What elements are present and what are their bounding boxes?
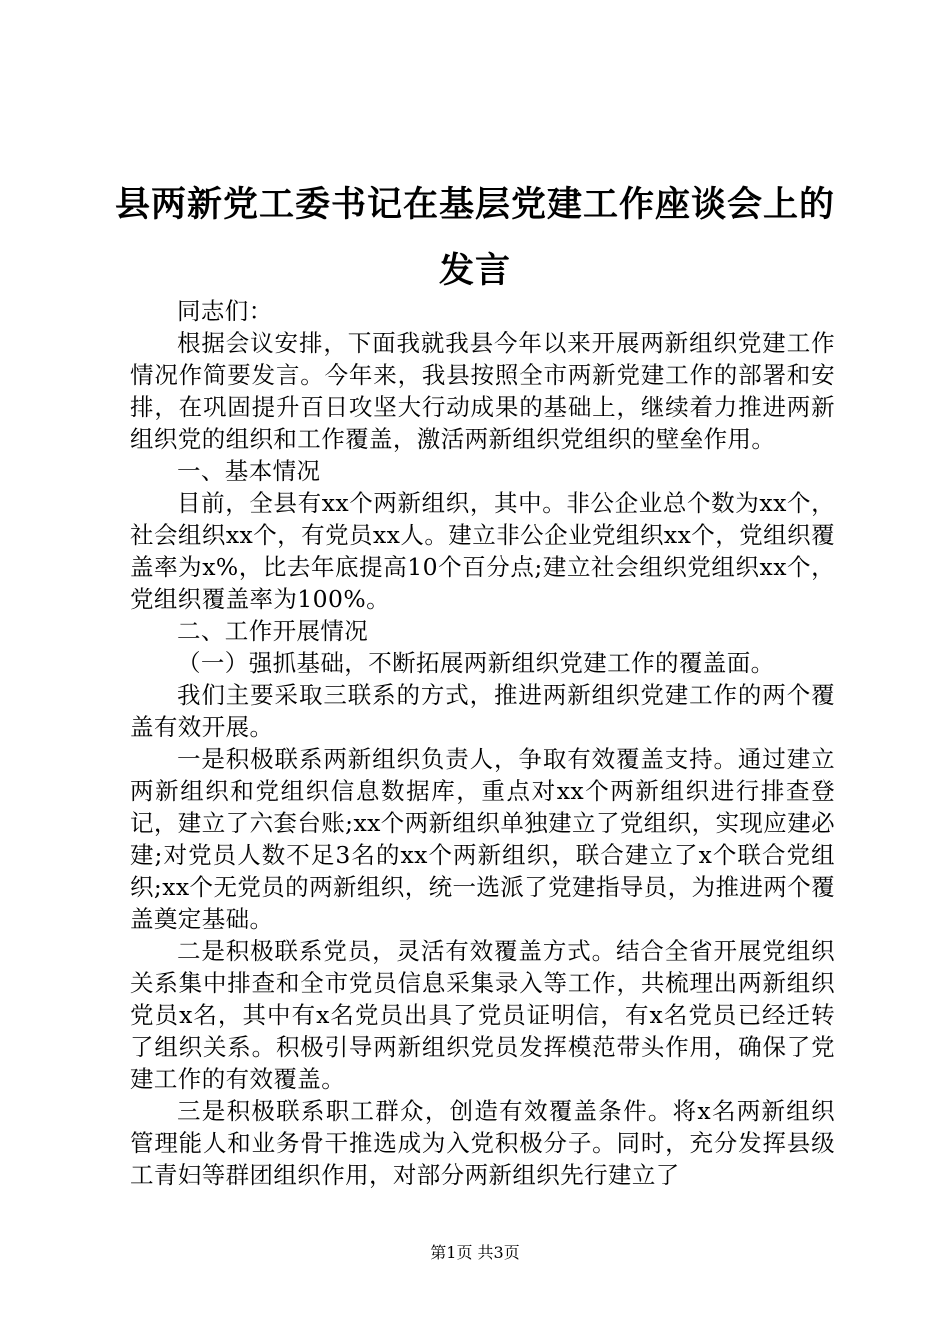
page-footer: 第1页 共3页 xyxy=(430,1243,520,1262)
document-body xyxy=(130,295,835,1191)
paragraph-link-one: 一是积极联系两新组织负责人，争取有效覆盖支持。通过建立两新组织和党组织信息数据库，重点对xx个两新组织进行排查登记，建立了六套台账;xx个两新组织单独建立了党组织，实现应建必建;对党员人数不足3名的xx个两新组织，联合建立了x个联合党组织;xx个无党员的两新组织，统一选派了党建指导员，为推进两个覆盖奠定基础。 xyxy=(130,745,835,933)
section-heading-work-progress: 二、工作开展情况 xyxy=(177,617,369,645)
paragraph-three-links: 我们主要采取三联系的方式，推进两新组织党建工作的两个覆盖有效开展。 xyxy=(130,681,835,741)
document-title: 县两新党工委书记在基层党建工作座谈会上的发言 xyxy=(114,185,835,291)
section-heading-basic-situation: 一、基本情况 xyxy=(177,457,321,485)
subsection-heading-1: （一）强抓基础，不断拓展两新组织党建工作的覆盖面。 xyxy=(177,649,775,677)
paragraph-basic-situation: 目前，全县有xx个两新组织，其中。非公企业总个数为xx个，社会组织xx个，有党员xx人。建立非公企业党组织xx个，党组织覆盖率为x%，比去年底提高10个百分点;建立社会组织党组织xx个，党组织覆盖率为100%。 xyxy=(130,489,835,613)
paragraph-intro: 根据会议安排，下面我就我县今年以来开展两新组织党建工作情况作简要发言。今年来，我县按照全市两新党建工作的部署和安排，在巩固提升百日攻坚大行动成果的基础上，继续着力推进两新组织党的组织和工作覆盖，激活两新组织党组织的壁垒作用。 xyxy=(130,329,835,453)
greeting: 同志们： xyxy=(177,297,273,325)
paragraph-link-three: 三是积极联系职工群众，创造有效覆盖条件。将x名两新组织管理能人和业务骨干推选成为入党积极分子。同时，充分发挥县级工青妇等群团组织作用，对部分两新组织先行建立了 xyxy=(130,1097,835,1189)
paragraph-link-two: 二是积极联系党员，灵活有效覆盖方式。结合全省开展党组织关系集中排查和全市党员信息采集录入等工作，共梳理出两新组织党员x名，其中有x名党员出具了党员证明信，有x名党员已经迁转了组织关系。积极引导两新组织党员发挥模范带头作用，确保了党建工作的有效覆盖。 xyxy=(130,937,835,1093)
